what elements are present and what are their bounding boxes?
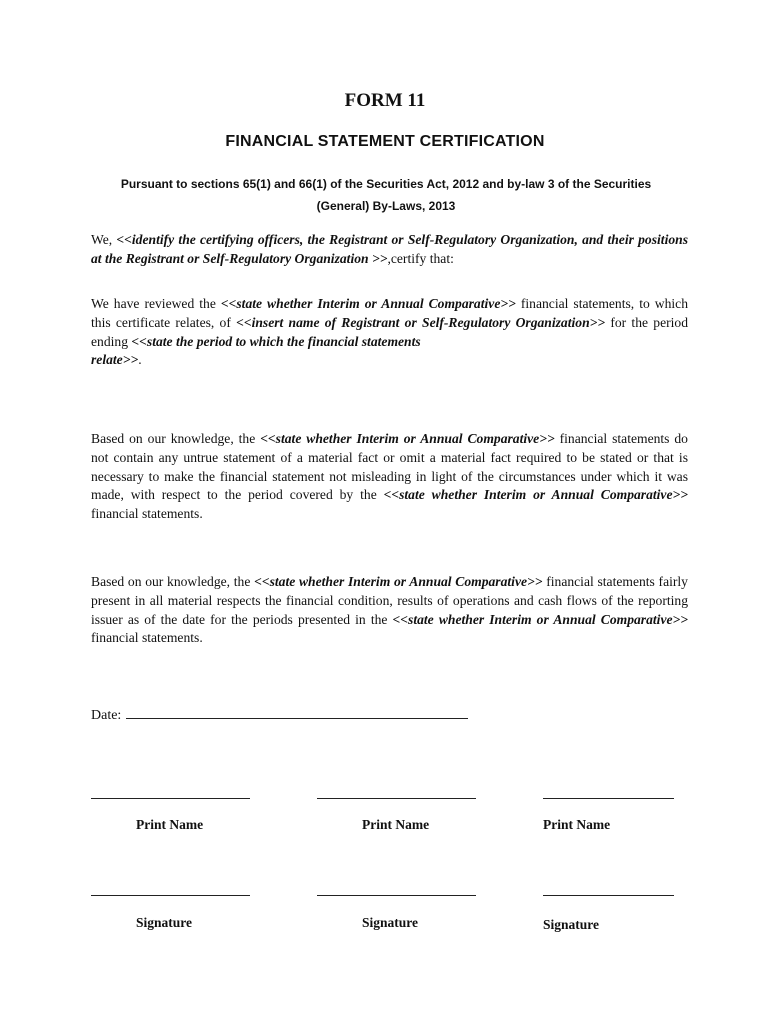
statement-type-placeholder: <<state whether Interim or Annual Comparative>>: [383, 487, 688, 503]
signature-label-3: Signature: [543, 917, 600, 932]
print-name-label-3: Print Name: [543, 817, 611, 832]
officers-placeholder: <<identify the certifying officers, the Registrant or Self-Regulatory Organization, and their positions at the Registrant or Self-Regulatory Organization >>: [91, 232, 688, 266]
signature-label-2: Signature: [362, 915, 419, 930]
statement-type-placeholder: <<state whether Interim or Annual Comparative>>: [220, 296, 516, 311]
form-number: FORM 11: [344, 90, 426, 111]
paragraph-text: financial statements, to which this certificate relates, of: [91, 296, 688, 330]
pursuant-statement: [92, 173, 680, 217]
date-label: Date:: [91, 708, 122, 723]
period-placeholder: <<state the period to which the financial statements: [131, 333, 421, 349]
statement-type-placeholder: <<state whether Interim or Annual Comparative>>: [392, 611, 689, 627]
document-title: FINANCIAL STATEMENT CERTIFICATION: [225, 133, 545, 150]
paragraph-text: financial statements do not contain any untrue statement of a material fact or omit a material fact required to be stated or that is necessary to make the financial statement not misleading in light of the circumstances under which it was made, with respect to the period covered by the: [91, 431, 688, 503]
registrant-name-placeholder: <<insert name of Registrant or Self-Regulatory Organization>>: [236, 314, 606, 330]
paragraph-text: We have reviewed the: [91, 296, 221, 311]
signature-line-1[interactable]: [91, 895, 250, 896]
print-name-label-2: Print Name: [362, 817, 430, 832]
period-placeholder-end: relate>>: [91, 352, 139, 368]
paragraph-text: financial statements.: [91, 630, 203, 646]
paragraph-text: We,: [91, 232, 117, 247]
statement-type-placeholder: <<state whether Interim or Annual Comparative>>: [260, 431, 555, 446]
signature-line-2[interactable]: [317, 895, 476, 896]
paragraph-text: financial statements.: [91, 506, 203, 522]
paragraph-text: Based on our knowledge, the: [91, 431, 261, 446]
fair-presentation-paragraph: [91, 573, 688, 648]
date-row: [91, 704, 468, 724]
date-input-line[interactable]: [126, 704, 468, 719]
paragraph-text: .: [138, 352, 142, 368]
paragraph-text: for the period ending: [91, 314, 689, 349]
print-name-line-3[interactable]: [543, 798, 674, 799]
paragraph-text: ,certify that:: [387, 250, 454, 266]
print-name-line-2[interactable]: [317, 798, 476, 799]
certifying-officers-paragraph: [91, 231, 688, 269]
pursuant-line-1: Pursuant to sections 65(1) and 66(1) of the Securities Act, 2012 and by-law 3 of the Securities: [120, 177, 652, 191]
signature-label-1: Signature: [136, 915, 193, 930]
reviewed-statements-paragraph: [91, 295, 688, 370]
signature-line-3[interactable]: [543, 895, 674, 896]
no-untrue-statement-paragraph: [91, 430, 688, 524]
pursuant-line-2: (General) By-Laws, 2013: [316, 199, 456, 213]
statement-type-placeholder: <<state whether Interim or Annual Comparative>>: [254, 574, 543, 589]
print-name-label-1: Print Name: [136, 817, 204, 832]
print-name-line-1[interactable]: [91, 798, 250, 799]
paragraph-text: financial statements fairly present in all material respects the financial condition, results of operations and cash flows of the reporting issuer as of the date for the periods presented in the: [91, 574, 688, 627]
paragraph-text: Based on our knowledge, the: [91, 574, 255, 589]
